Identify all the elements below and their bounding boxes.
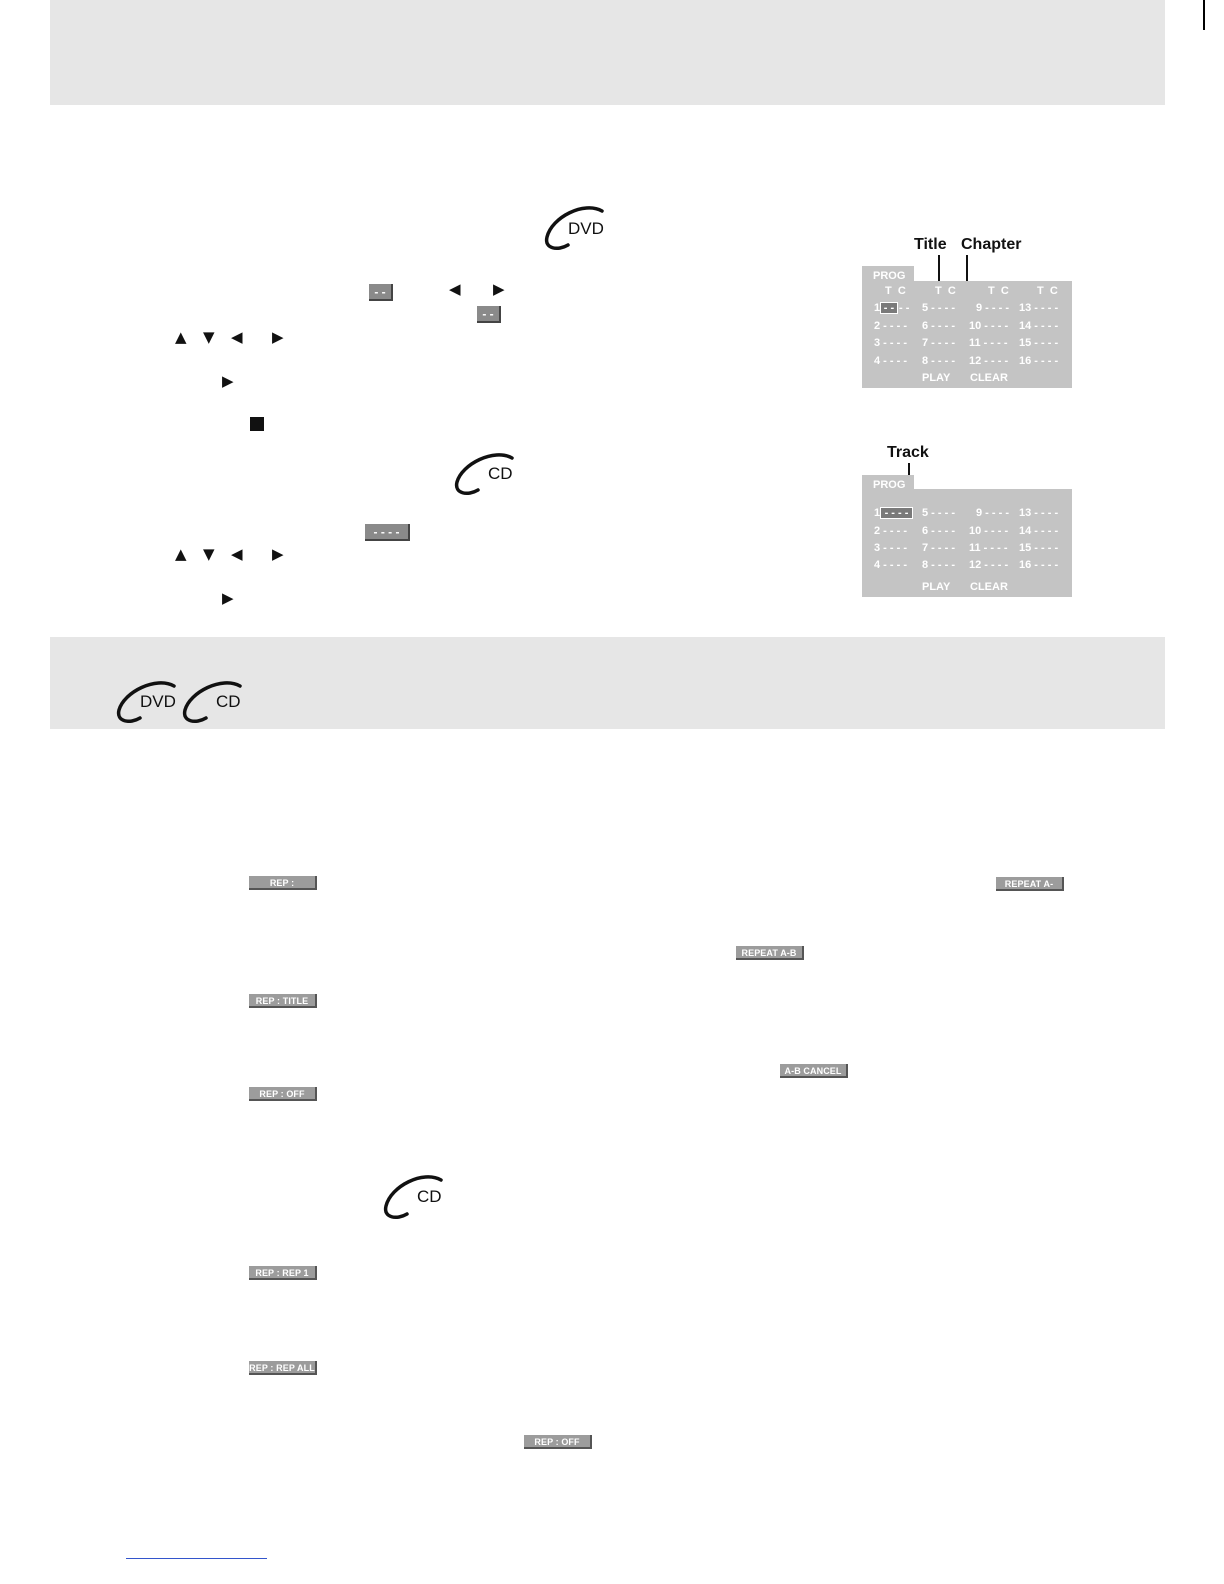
col-header: T C: [885, 285, 906, 297]
cd-logo-text: CD: [417, 1187, 442, 1206]
cd-dash-badge: - - - -: [365, 524, 410, 541]
cell: 13 - - - -: [1019, 507, 1059, 519]
cell: 4 - - - -: [874, 559, 907, 571]
clear-label: CLEAR: [970, 372, 1008, 384]
cell: 14 - - - -: [1019, 525, 1059, 537]
osd-rep-repall: REP : REP ALL: [249, 1361, 317, 1375]
cell: 15 - - - -: [1019, 337, 1059, 349]
left-triangle-icon: ◀: [231, 328, 243, 346]
cell: - -: [899, 302, 910, 314]
cell: 5 - - - -: [922, 507, 955, 519]
osd-repeat-a: REPEAT A-: [996, 877, 1064, 891]
osd-rep-chapter: REP : CHAPTER: [249, 876, 317, 890]
osd-repeat-ab: REPEAT A-B: [736, 946, 804, 960]
callout-chapter: Chapter: [961, 236, 1022, 253]
cell: 1: [874, 507, 881, 519]
dvd-logo: [544, 205, 608, 249]
cell: 10 - - - -: [969, 320, 1009, 332]
cell: 9 - - - -: [976, 302, 1009, 314]
cell: 16 - - - -: [1019, 355, 1059, 367]
callout-track: Track: [887, 444, 929, 461]
cell: 8 - - - -: [922, 355, 955, 367]
right-margin-rule: [1203, 0, 1205, 30]
right-triangle-icon: ▶: [272, 545, 284, 563]
cell: 10 - - - -: [969, 525, 1009, 537]
selected-cell: - - - -: [880, 507, 913, 519]
cell: 3 - - - -: [874, 542, 907, 554]
cell: 7 - - - -: [922, 542, 955, 554]
cell: 4 - - - -: [874, 355, 907, 367]
dvd-logo-text: DVD: [140, 692, 176, 711]
col-header: T C: [935, 285, 956, 297]
play-label: PLAY: [922, 372, 951, 384]
col-header: T C: [1037, 285, 1058, 297]
prog-panel: [862, 281, 1072, 388]
header-band: [50, 0, 1165, 105]
cell: 11 - - - -: [969, 542, 1008, 554]
prog-tab-label: PROG: [873, 479, 906, 491]
osd-rep-title: REP : TITLE: [249, 994, 317, 1008]
down-triangle-icon: ▼: [203, 545, 215, 563]
cell: 15 - - - -: [1019, 542, 1059, 554]
cd-logo: [454, 452, 518, 494]
stop-icon: [250, 417, 264, 431]
play-label: PLAY: [922, 581, 951, 593]
cell: 12 - - - -: [969, 559, 1009, 571]
dvd-logo-text: DVD: [568, 219, 604, 238]
dvd-dash-badge-1: - -: [369, 284, 393, 301]
cell: 12 - - - -: [969, 355, 1009, 367]
left-triangle-icon: ◀: [231, 545, 243, 563]
dvd-dash-badge-2: - -: [477, 306, 501, 323]
osd-rep-off: REP : OFF: [524, 1435, 592, 1449]
cell: 3 - - - -: [874, 337, 907, 349]
footer-rule: [126, 1558, 267, 1559]
callout-title: Title: [914, 236, 947, 253]
cell: 2 - - - -: [874, 525, 907, 537]
up-triangle-icon: ▲: [175, 328, 187, 346]
clear-label: CLEAR: [970, 581, 1008, 593]
title-leader-line: [938, 255, 940, 281]
cd-logo: [182, 680, 246, 722]
up-triangle-icon: ▲: [175, 545, 187, 563]
cd-logo: [383, 1174, 447, 1218]
cell: 6 - - - -: [922, 525, 955, 537]
play-icon: ▶: [222, 372, 234, 390]
cd-logo-text: CD: [488, 464, 513, 483]
selected-cell: - -: [880, 302, 898, 314]
osd-rep-rep1: REP : REP 1: [249, 1266, 317, 1280]
cd-logo-text: CD: [216, 692, 241, 711]
left-triangle-icon: ◀: [449, 280, 461, 298]
cell: 8 - - - -: [922, 559, 955, 571]
right-triangle-icon: ▶: [493, 280, 505, 298]
cell: 13 - - - -: [1019, 302, 1059, 314]
osd-rep-off: REP : OFF: [249, 1087, 317, 1101]
cell: 5 - - - -: [922, 302, 955, 314]
cell: 14 - - - -: [1019, 320, 1059, 332]
dvd-logo: [116, 680, 180, 722]
cell: 7 - - - -: [922, 337, 955, 349]
cell: 2 - - - -: [874, 320, 907, 332]
cell: 16 - - - -: [1019, 559, 1059, 571]
osd-ab-cancel: A-B CANCEL: [780, 1064, 848, 1078]
prog-tab-label: PROG: [873, 270, 906, 282]
cell: 11 - - - -: [969, 337, 1008, 349]
col-header: T C: [988, 285, 1009, 297]
right-triangle-icon: ▶: [272, 328, 284, 346]
cell: 1: [874, 302, 881, 314]
cell: 6 - - - -: [922, 320, 955, 332]
cell: 9 - - - -: [976, 507, 1009, 519]
down-triangle-icon: ▼: [203, 328, 215, 346]
play-icon: ▶: [222, 589, 234, 607]
